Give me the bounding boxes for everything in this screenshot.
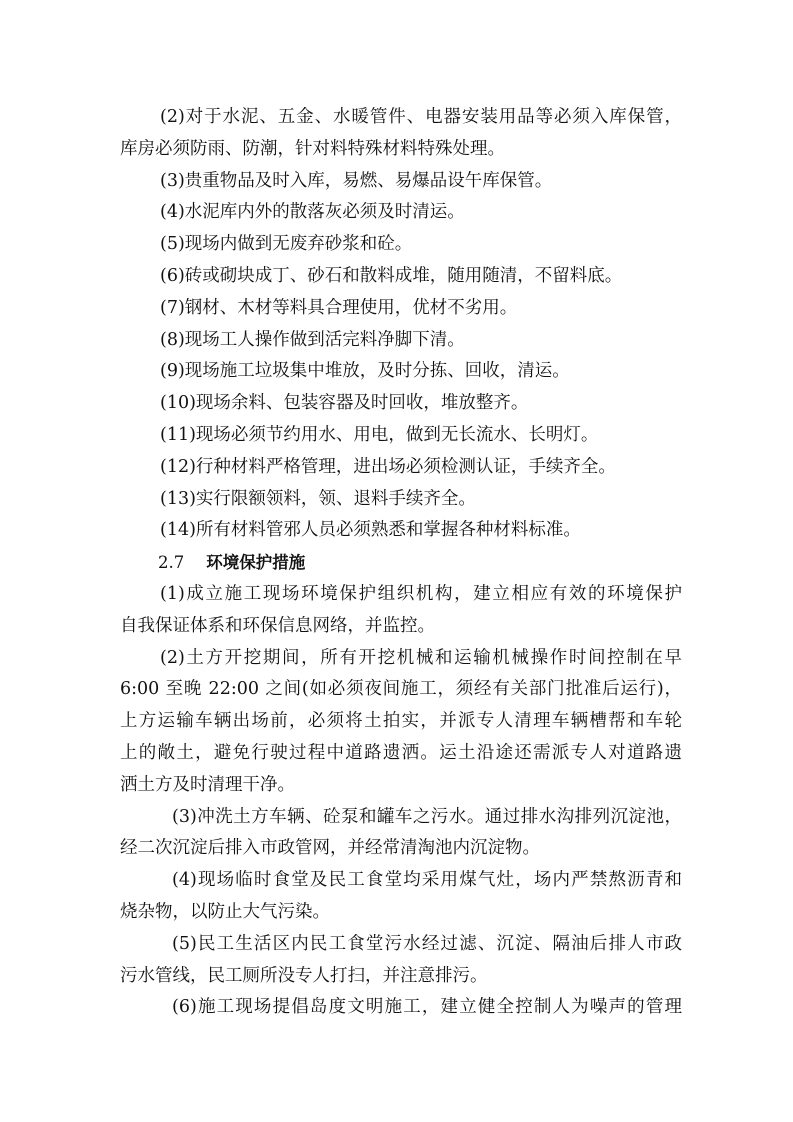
materials-list-item: (11)现场必须节约用水、用电，做到无长流水、长明灯。 — [160, 424, 599, 445]
materials-list-item: (5)现场内做到无废弃砂浆和砼。 — [160, 234, 413, 255]
paragraph-line: 洒土方及时清理干净。 — [120, 774, 295, 795]
materials-list-item: (13)实行限额领料，领、退料手续齐全。 — [160, 488, 476, 509]
materials-list-item: (8)现场工人操作做到活完料净脚下清。 — [160, 329, 465, 350]
section-heading — [120, 547, 682, 579]
section-title: 环境保护措施 — [206, 553, 306, 573]
paragraph-line: 自我保证体系和环保信息网络，并监控。 — [120, 615, 435, 636]
paragraph-line: 上方运输车辆出场前，必须将土拍实，并派专人清理车辆槽帮和车轮 — [120, 711, 682, 732]
paragraph-line: 烧杂物，以防止大气污染。 — [120, 901, 330, 922]
document-page — [120, 102, 682, 1024]
paragraph-line: 污水管线，民工厕所没专人打扫，并注意排污。 — [120, 965, 488, 986]
section-number: 2.7 — [158, 553, 185, 573]
environment-item — [120, 802, 682, 866]
paragraph-line: (1)成立施工现场环境保护组织机构，建立相应有效的环境保护 — [160, 583, 682, 604]
environment-item — [120, 929, 682, 993]
paragraph-line: 经二次沉淀后排入市政管网，并经常清淘池内沉淀物。 — [120, 838, 540, 859]
environment-item — [120, 992, 682, 1024]
environment-item — [120, 579, 682, 643]
paragraph-line: (2)土方开挖期间，所有开挖机械和运输机械操作时间控制在早 — [160, 647, 682, 668]
materials-list-item: (9)现场施工垃圾集中堆放，及时分拣、回收，清运。 — [160, 361, 570, 382]
paragraph-line: (6)施工现场提倡岛度文明施工，建立健全控制人为噪声的管理 — [172, 997, 682, 1018]
materials-list-item — [120, 102, 682, 166]
paragraph-line: (4)现场临时食堂及民工食堂均采用煤气灶，场内严禁熬沥青和 — [172, 870, 682, 891]
materials-list-item: (10)现场余料、包装容器及时回收，堆放整齐。 — [160, 393, 529, 414]
paragraph-line: 库房必须防雨、防潮，针对料特殊材料特殊处理。 — [120, 138, 505, 159]
materials-list-item: (12)行种材料严格管理，进出场必须检测认证，手续齐全。 — [160, 456, 616, 477]
paragraph-line: 6:00 至晚 22:00 之间(如必须夜间施工，须经有关部门批准后运行)， — [120, 679, 682, 700]
materials-list-item: (6)砖或砌块成丁、砂石和散料成堆，随用随清，不留料底。 — [160, 265, 623, 286]
paragraph-line: (3)冲洗土方车辆、砼泵和罐车之污水。通过排水沟排列沉淀池， — [172, 806, 682, 827]
materials-list-item: (7)钢材、木材等料具合理使用，优材不劣用。 — [160, 297, 518, 318]
paragraph-line: (5)民工生活区内民工食堂污水经过滤、沉淀、隔油后排人市政 — [172, 933, 682, 954]
environment-item — [120, 643, 682, 802]
paragraph-line: 上的敞土，避免行驶过程中道路遗洒。运土沿途还需派专人对道路遗 — [120, 742, 682, 763]
materials-list-item: (14)所有材料管邪人员必须熟悉和掌握各种材料标准。 — [160, 520, 581, 541]
materials-list-item: (4)水泥库内外的散落灰必须及时清运。 — [160, 202, 465, 223]
paragraph-line: (2)对于水泥、五金、水暖管件、电器安装用品等必须入库保管， — [160, 107, 682, 127]
materials-list-item: (3)贵重物品及时入库，易燃、易爆品设午库保管。 — [160, 170, 553, 191]
environment-item — [120, 865, 682, 929]
